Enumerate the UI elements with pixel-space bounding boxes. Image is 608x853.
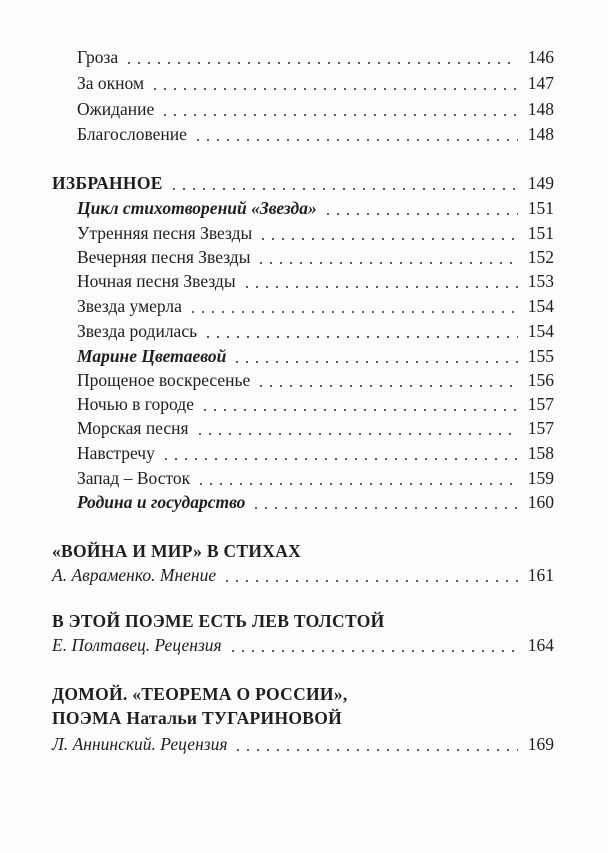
toc-section-voina-heading[interactable]: «ВОЙНА И МИР» В СТИХАХ [52, 541, 302, 561]
toc-section-title: ИЗБРАННОЕ [52, 173, 163, 193]
leader-dots [195, 433, 518, 435]
leader-dots [232, 361, 518, 363]
leader-dots [222, 580, 518, 582]
toc-entry-page: 155 [527, 346, 554, 366]
toc-section-tolstoy-heading[interactable]: В ЭТОЙ ПОЭМЕ ЕСТЬ ЛЕВ ТОЛСТОЙ [52, 611, 385, 631]
toc-entry-page: 164 [527, 635, 554, 655]
toc-entry-title: За окном [77, 73, 145, 93]
leader-dots [233, 749, 518, 751]
toc-entry-title: Прощеное воскресенье [77, 370, 251, 390]
leader-dots [193, 139, 518, 141]
toc-entry-title: Ночная песня Звезды [77, 271, 236, 291]
toc-entry[interactable] [77, 121, 554, 145]
toc-entry[interactable] [77, 318, 554, 342]
toc-entry-title: Вечерняя песня Звезды [77, 247, 251, 267]
toc-entry-title: Морская песня [77, 418, 189, 438]
toc-entry-title: Е. Полтавец. Рецензия [52, 635, 222, 655]
toc-entry-page: 151 [527, 198, 554, 218]
toc-entry-title: Благословение [77, 124, 187, 144]
leader-dots [228, 650, 518, 652]
toc-entry-page: 161 [527, 565, 554, 585]
leader-dots [188, 311, 518, 313]
toc-entry-page: 154 [527, 296, 554, 316]
toc-entry-page: 152 [527, 247, 554, 267]
toc-entry[interactable] [77, 220, 554, 244]
toc-entry-page: 147 [527, 73, 554, 93]
toc-entry[interactable] [77, 195, 554, 219]
leader-dots [169, 188, 518, 190]
leader-dots [150, 88, 518, 90]
toc-entry-title: Запад – Восток [77, 468, 191, 488]
toc-section-izbrannoe[interactable] [52, 170, 554, 194]
toc-entry-page: 146 [527, 47, 554, 67]
toc-section-domoi-heading-line2[interactable]: ПОЭМА Натальи ТУГАРИНОВОЙ [52, 708, 343, 728]
toc-entry[interactable] [77, 343, 554, 367]
toc-entry-page: 154 [527, 321, 554, 341]
toc-entry[interactable] [77, 391, 554, 415]
toc-entry[interactable] [52, 632, 554, 656]
leader-dots [200, 409, 518, 411]
leader-dots [160, 114, 518, 116]
toc-entry[interactable] [77, 415, 554, 439]
leader-dots [251, 507, 518, 509]
toc-entry[interactable] [77, 440, 554, 464]
toc-entry[interactable] [52, 562, 554, 586]
toc-entry-page: 156 [527, 370, 554, 390]
toc-entry-title: Гроза [77, 47, 119, 67]
toc-entry-page: 148 [527, 99, 554, 119]
toc-entry-page: 160 [527, 492, 554, 512]
leader-dots [242, 286, 518, 288]
leader-dots [256, 385, 518, 387]
toc-entry[interactable] [77, 268, 554, 292]
leader-dots [161, 458, 518, 460]
toc-entry-page: 159 [527, 468, 554, 488]
toc-entry-title: Звезда умерла [77, 296, 182, 316]
toc-entry[interactable] [52, 731, 554, 755]
toc-entry[interactable] [77, 489, 554, 513]
toc-entry-page: 158 [527, 443, 554, 463]
toc-entry-title: Цикл стихотворений «Звезда» [77, 198, 317, 218]
toc-entry-title: Родина и государство [77, 492, 246, 512]
toc-entry-title: А. Авраменко. Мнение [52, 565, 217, 585]
toc-entry[interactable] [77, 293, 554, 317]
toc-entry-page: 151 [527, 223, 554, 243]
leader-dots [203, 336, 518, 338]
leader-dots [258, 238, 518, 240]
toc-entry-page: 169 [527, 734, 554, 754]
toc-entry[interactable] [77, 44, 554, 68]
toc-entry-title: Навстречу [77, 443, 155, 463]
leader-dots [124, 62, 518, 64]
toc-entry[interactable] [77, 244, 554, 268]
toc-entry-title: Ночью в городе [77, 394, 194, 414]
toc-entry-page: 148 [527, 124, 554, 144]
toc-entry[interactable] [77, 367, 554, 391]
toc-entry[interactable] [77, 70, 554, 94]
toc-entry-title: Л. Аннинский. Рецензия [52, 734, 228, 754]
toc-entry-page: 153 [527, 271, 554, 291]
toc-entry-page: 157 [527, 418, 554, 438]
toc-entry-title: Ожидание [77, 99, 155, 119]
toc-entry-title: Марине Цветаевой [77, 346, 227, 366]
toc-entry[interactable] [77, 465, 554, 489]
toc-entry-page: 149 [527, 173, 554, 193]
toc-section-domoi-heading-line1[interactable]: ДОМОЙ. «ТЕОРЕМА О РОССИИ», [52, 684, 348, 704]
toc-entry-title: Звезда родилась [77, 321, 198, 341]
toc-entry-title: Утренняя песня Звезды [77, 223, 253, 243]
toc-entry[interactable] [77, 96, 554, 120]
leader-dots [196, 483, 518, 485]
leader-dots [323, 213, 518, 215]
leader-dots [256, 262, 518, 264]
toc-entry-page: 157 [527, 394, 554, 414]
